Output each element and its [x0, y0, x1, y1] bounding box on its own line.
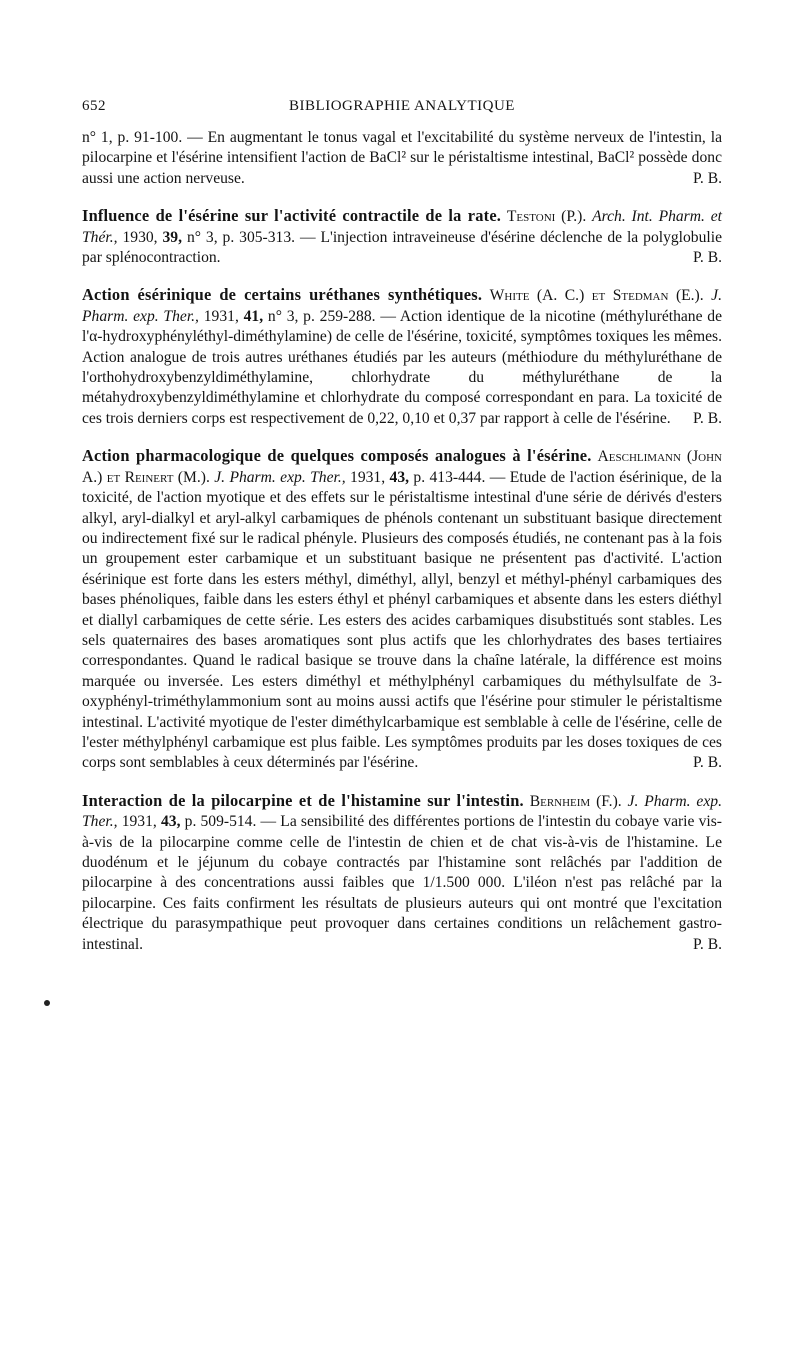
entry-text: [82, 206, 722, 268]
entry-year: 1931,: [350, 468, 386, 486]
bibliography-list: [82, 128, 722, 955]
entry-title: Interaction de la pilocarpine et de l'histamine sur l'intestin.: [82, 790, 524, 810]
entry-pages: n° 3, p. 305-313.: [186, 228, 296, 246]
bibliography-entry: [82, 285, 722, 429]
entry-text: [82, 128, 722, 189]
entry-authors: Testoni (P.).: [506, 208, 587, 226]
entry-text: [82, 791, 722, 955]
entry-abstract: — La sensibilité des différentes portions de l'intestin du cobaye varie vis-à-vis de la pilocarpine comme celle de l'intestin de chien et de chat vis-à-vis de l'histamine. Le duodénum et le jéjunum du cobaye contractés par l'histamine sont relâchés par l'addition de pilocarpine à des concentrations aussi faibles que 1/1.500 000. L'iléon n'est pas relâché par la pilocarpine. Ces faits confirment les résultats de plusieurs auteurs qui ont montré que l'excitation électrique du parasympathique peut provoquer dans certaines conditions un relâchement gastro-intestinal.: [82, 813, 722, 953]
page-header: [82, 98, 722, 120]
entry-authors: Bernheim (F.).: [529, 792, 622, 810]
entry-volume: 39,: [162, 228, 182, 246]
entry-pages: p. 413-444.: [413, 468, 486, 486]
entry-abstract: — Action identique de la nicotine (méthyluréthane de l'α-hydroxyphényléthyl-diméthylamine) de celle de l'ésérine, toxicité, symptômes toxiques les mêmes. Action analogue de trois autres uréthanes étudiés par les auteurs (méthiodure du méthyluréthane de l'orthohydroxybenzyldiméthylamine, chlorhydrate du méthyluréthane de la métahydroxybenzyldiméthylamine et chlorhydrate du composé correspondant en para. La toxicité de ces trois derniers corps est respectivement de 0,22, 0,10 et 0,37 par rapport à celle de l'ésérine.: [82, 307, 723, 427]
margin-mark: [44, 1000, 50, 1006]
entry-volume: 43,: [389, 468, 410, 486]
entry-signature: P. B.: [692, 935, 722, 953]
entry-year: 1930,: [122, 228, 158, 246]
entry-journal: J. Pharm. exp. Ther.,: [82, 287, 722, 325]
entry-pages: p. 509-514.: [184, 813, 257, 831]
entry-journal: Arch. Int. Pharm. et Thér.,: [82, 208, 722, 246]
entry-title: Influence de l'ésérine sur l'activité contractile de la rate.: [82, 206, 502, 226]
entry-journal: J. Pharm. exp. Ther.,: [214, 468, 346, 486]
entry-volume: 41,: [243, 307, 264, 325]
bibliography-entry: [82, 791, 722, 955]
bibliography-entry: [82, 128, 722, 189]
entry-title: Action pharmacologique de quelques composés analogues à l'ésérine.: [82, 446, 592, 466]
entry-year: 1931,: [203, 307, 239, 325]
entry-journal: J. Pharm. exp. Ther.,: [82, 792, 722, 831]
entry-abstract: — L'injection intraveineuse d'ésérine déclenche de la polyglobulie par splénocontraction.: [82, 228, 722, 267]
entry-text: [82, 446, 722, 774]
page-number: 652: [82, 98, 106, 114]
entry-authors: Aeschlimann (John A.) et Reinert (M.).: [82, 448, 723, 486]
entry-signature: P. B.: [692, 249, 722, 267]
bibliography-entry: [82, 446, 722, 774]
entry-year: 1931,: [121, 813, 157, 831]
bibliography-entry: [82, 206, 722, 268]
entry-authors: White (A. C.) et Stedman (E.).: [489, 287, 704, 305]
entry-pages: n° 3, p. 259-288.: [267, 307, 376, 325]
entry-signature: P. B.: [692, 409, 722, 427]
running-title: BIBLIOGRAPHIE ANALYTIQUE: [289, 98, 515, 114]
entry-volume: 43,: [160, 813, 181, 831]
entry-abstract: n° 1, p. 91-100. — En augmentant le tonus vagal et l'excitabilité du système nerveux de l'intestin, la pilocarpine et l'ésérine intensifient l'action de BaCl² sur le péristaltisme intestinal, BaCl² possède donc aussi une action nerveuse.: [82, 129, 722, 187]
entry-title: Action ésérinique de certains uréthanes synthétiques.: [82, 285, 483, 305]
entry-abstract: — Etude de l'action ésérinique, de la toxicité, de l'action myotique et des effets sur le péristaltisme intestinal d'une série de dérivés d'esters alkyl, aryl-dialkyl et aryl-alkyl carbamiques de phénols contenant un substituant basique directement ou indirectement fixé sur le radical phényle. Plusieurs des composés étudiés, ne contenant pas à la fois un groupement ester carbamique et un substituant basique ne présentent pas d'activité. L'action ésérinique est forte dans les esters méthyl, diméthyl, allyl, benzyl et méthyl-phényl carbamiques des bases phénoliques, faible dans les esters éthyl et phényl carbamiques et absente dans les esters diéthyl et diallyl carbamiques de cette série. Les esters des acides carbamiques disubstitués sont stables. Les sels quaternaires des bases aromatiques sont plus actifs que les chlorhydrates des bases tertiaires correspondantes. Quand le radical basique se trouve dans la chaîne latérale, la différence est moins marquée ou inversée. Les esters diméthyl et méthylphényl carbamiques du méthylsulfate de 3-oxyphényl-triméthylammonium sont au moins aussi actifs que l'ésérine pour stimuler le péristaltisme intestinal. L'activité myotique de l'ester diméthylcarbamique est semblable à celle de l'ésérine, celle de l'ester méthylphényl carbamique est plus faible. Les symptômes produits par les doses toxiques de ces corps sont semblables à ceux déterminés par l'ésérine.: [82, 468, 722, 772]
entry-signature: P. B.: [692, 169, 722, 187]
entry-signature: P. B.: [692, 754, 722, 772]
entry-text: [82, 285, 722, 429]
